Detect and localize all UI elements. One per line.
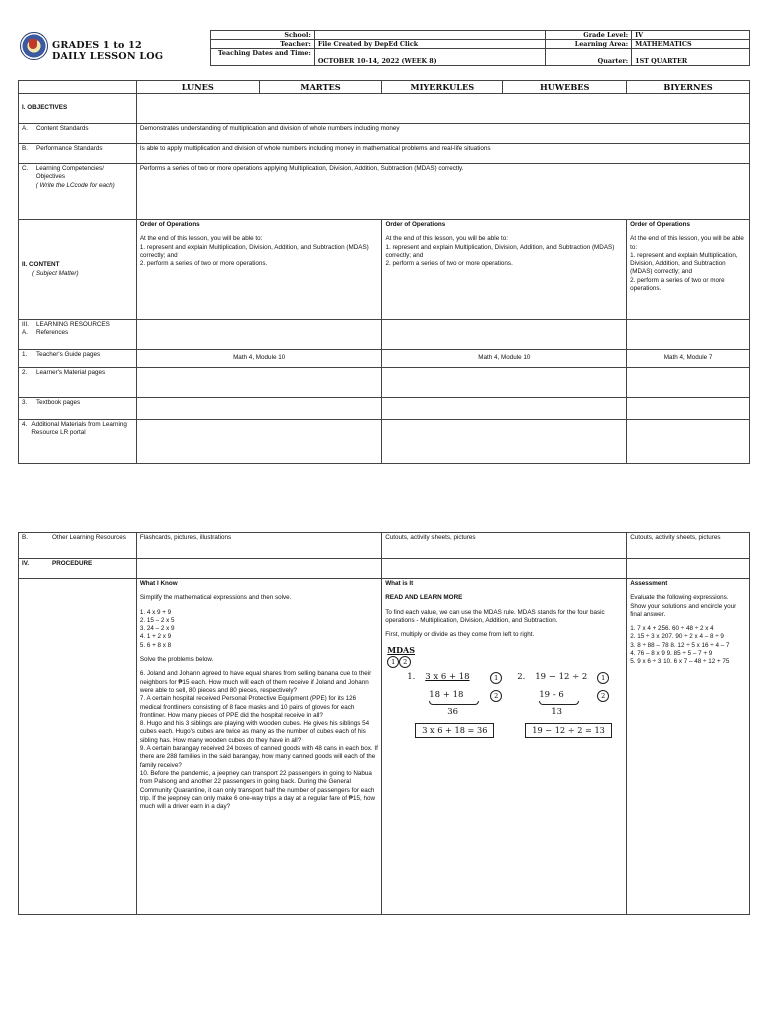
word-problem: 6. Joland and Johann agreed to have equal shares from selling banana cue to their neighbors for ₱15 each. How much will each of them receive if Joland and Johann were able to sell, 80 pieces and 80 pieces, respectively?	[139, 670, 372, 694]
brand-line-2: DAILY LESSON LOG	[52, 51, 164, 62]
what-is-it-title: What is It	[385, 580, 414, 587]
competencies-label	[19, 164, 137, 220]
assessment-cell	[627, 579, 750, 915]
example-1-result: 36	[447, 707, 459, 718]
other-resources-num: B.	[22, 534, 28, 541]
other-resources-row	[19, 533, 750, 559]
assessment-item: 1. 7 x 4 + 256. 60 ÷ 48 ÷ 2 x 4	[630, 625, 714, 633]
content-intro: At the end of this lesson, you will be able to:	[630, 235, 744, 251]
performance-standards-num: B.	[22, 145, 28, 152]
other-resources-wed-thu: Cutouts, activity sheets, pictures	[382, 533, 627, 559]
textbook-label	[19, 398, 137, 420]
competencies-note: ( Write the LCcode for each)	[35, 181, 115, 189]
quarter-value: 1ST QUARTER	[632, 49, 750, 66]
teachers-guide-label	[19, 350, 137, 368]
day-header-mon: LUNES	[136, 81, 259, 94]
textbook-num: 3.	[22, 399, 28, 406]
what-i-know-problems-intro: Solve the problems below.	[139, 656, 214, 664]
content-label	[19, 220, 137, 320]
additional-materials-blank-1	[136, 420, 382, 464]
procedure-label	[19, 559, 137, 579]
content-cell-fri	[627, 220, 750, 320]
assessment-item: 5. 9 x 6 ÷ 3 10. 6 x 7 – 48 ÷ 12 + 75	[630, 658, 730, 666]
resources-blank-2	[382, 320, 627, 350]
procedure-blank-3	[627, 559, 750, 579]
quarter-label: Quarter:	[546, 49, 632, 66]
performance-standards-value: Is able to apply multiplication and division of whole numbers including money in mathematical problems and real-life situations	[136, 144, 749, 164]
brand-title	[52, 40, 163, 62]
learners-material-blank-3	[627, 368, 750, 398]
additional-materials-blank-2	[382, 420, 627, 464]
content-cell-wed-thu	[382, 220, 627, 320]
example-2-answer-box: 19 − 12 ÷ 2 = 13	[525, 723, 612, 738]
learners-material-blank-2	[382, 368, 627, 398]
learners-material-label-text: Learner's Material pages	[36, 369, 106, 376]
example-1-step: 18 + 18	[429, 690, 464, 701]
additional-materials-blank-3	[627, 420, 750, 464]
day-header-wed: MIYERKULES	[382, 81, 503, 94]
competencies-row	[19, 164, 750, 220]
content-title: Order of Operations	[385, 221, 446, 228]
learners-material-row	[19, 368, 750, 398]
assessment-item: 4. 76 – 8 x 9 9. 85 ÷ 5 – 7 + 9	[630, 650, 713, 658]
content-item-2: 2. perform a series of two or more operations.	[385, 260, 513, 268]
additional-materials-label	[19, 420, 137, 464]
content-title: Order of Operations	[630, 221, 690, 228]
what-i-know-item: 3. 24 – 2 x 9	[139, 625, 175, 633]
example-1-step-1-badge: 1	[490, 672, 502, 684]
day-header-fri: BIYERNES	[627, 81, 750, 94]
competencies-value: Performs a series of two or more operations applying Multiplication, Division, Addition, Subtraction (MDAS) correctly.	[136, 164, 749, 220]
learning-resources-label	[19, 320, 137, 350]
mdas-badge-1: 1	[387, 656, 399, 668]
teachers-guide-row	[19, 350, 750, 368]
what-i-know-cell	[136, 579, 381, 915]
textbook-blank-3	[627, 398, 750, 420]
references-label: References	[36, 329, 69, 337]
word-problem: 9. A certain barangay received 24 boxes of canned goods with 48 cans in each box. If there are 288 families in the said barangay, how many canned goods will each of the family receive?	[139, 745, 378, 769]
mdas-figure-label: MDAS	[387, 645, 416, 656]
learning-resources-num: III.	[22, 321, 29, 328]
competencies-label-text: Learning Competencies/ Objectives	[35, 165, 104, 181]
assessment-item: 2. 15 ÷ 3 x 207. 90 ÷ 2 x 4 – 8 ÷ 9	[630, 633, 724, 641]
teaching-dates-label: Teaching Dates and Time:	[211, 49, 315, 66]
content-subheading: ( Subject Matter)	[32, 269, 79, 277]
textbook-blank-1	[136, 398, 382, 420]
example-2-step-1-badge: 1	[597, 672, 609, 684]
resources-blank-3	[627, 320, 750, 350]
procedure-blank-1	[136, 559, 381, 579]
assessment-title: Assessment	[630, 580, 668, 587]
day-header-thu: HUWEBES	[503, 81, 627, 94]
example-2-number: 2.	[517, 672, 526, 683]
learning-area-value: MATHEMATICS	[632, 40, 750, 49]
deped-seal-icon	[20, 32, 48, 60]
other-resources-label	[19, 533, 137, 559]
content-title: Order of Operations	[139, 221, 200, 228]
grade-level-value: IV	[632, 31, 750, 40]
content-row	[19, 220, 750, 320]
what-i-know-item: 4. 1 + 2 x 9	[139, 633, 172, 641]
performance-standards-label	[19, 144, 137, 164]
teachers-guide-label-text: Teacher's Guide pages	[36, 351, 101, 358]
what-i-know-item: 5. 6 + 8 x 8	[139, 641, 172, 649]
school-value	[314, 31, 545, 40]
content-standards-label-text: Content Standards	[36, 125, 89, 132]
school-label: School:	[211, 31, 315, 40]
textbook-label-text: Textbook pages	[36, 399, 81, 406]
objectives-blank	[136, 94, 749, 124]
mdas-badge-2: 2	[399, 656, 411, 668]
content-standards-label	[19, 124, 137, 144]
content-cell-mon-tue	[136, 220, 382, 320]
word-problem: 8. Hugo and his 3 siblings are playing with wooden cubes. He gives his siblings 54 cubes each. Hugo's cubes are twice as many as the number of cubes each of his sibling has. How many wooden cubes do they have in all?	[139, 720, 370, 744]
what-i-know-title: What I Know	[139, 580, 178, 587]
procedure-num: IV.	[22, 560, 30, 567]
content-intro: At the end of this lesson, you will be able to:	[385, 235, 508, 243]
references-num: A.	[22, 329, 28, 337]
additional-materials-num: 4.	[22, 421, 28, 428]
procedure-blank-2	[382, 559, 627, 579]
mdas-first-step: First, multiply or divide as they come from left to right.	[385, 631, 535, 639]
content-item-2: 2. perform a series of two or more operations.	[139, 260, 268, 268]
procedure-content-label-blank	[19, 579, 137, 915]
read-and-learn-heading: READ AND LEARN MORE	[385, 594, 463, 602]
learning-resources-heading: LEARNING RESOURCES	[36, 321, 110, 328]
performance-standards-row	[19, 144, 750, 164]
teaching-dates-value: OCTOBER 10-14, 2022 (WEEK 8)	[314, 49, 545, 66]
example-1-number: 1.	[407, 672, 416, 683]
resources-blank-1	[136, 320, 382, 350]
content-item-2: 2. perform a series of two or more operations.	[630, 276, 725, 293]
what-i-know-instruction: Simplify the mathematical expressions and then solve.	[139, 594, 292, 602]
day-header-blank	[19, 81, 137, 94]
lesson-table-part-2	[18, 532, 750, 915]
objectives-row	[19, 94, 750, 124]
day-header-tue: MARTES	[259, 81, 382, 94]
example-1-brace	[429, 701, 479, 705]
grade-level-label: Grade Level:	[546, 31, 632, 40]
learners-material-blank-1	[136, 368, 382, 398]
what-i-know-item: 2. 15 – 2 x 5	[139, 616, 175, 624]
example-2-expression: 19 − 12 ÷ 2	[535, 672, 588, 683]
other-resources-mon-tue: Flashcards, pictures, illustrations	[136, 533, 381, 559]
teacher-value: File Created by DepEd Click	[314, 40, 545, 49]
content-item-1: 1. represent and explain Multiplication, Division, Addition, and Subtraction (MDAS) correctly; and	[385, 243, 615, 259]
example-1-expression: 3 x 6 + 18	[425, 672, 470, 683]
learning-area-label: Learning Area:	[546, 40, 632, 49]
procedure-heading: PROCEDURE	[52, 560, 93, 567]
mdas-explanation: To find each value, we can use the MDAS rule. MDAS stands for the four basic operations - Multiplication, Division, Addition, and Subtraction.	[385, 608, 605, 624]
content-heading: II. CONTENT	[22, 261, 60, 269]
content-item-1: 1. represent and explain Multiplication, Division, Addition, and Subtraction (MDAS) correctly; and	[139, 243, 369, 259]
learning-resources-row	[19, 320, 750, 350]
example-1-step-2-badge: 2	[490, 690, 502, 702]
brand-line-1: GRADES 1 to 12	[52, 40, 142, 51]
teacher-label: Teacher:	[211, 40, 315, 49]
content-item-1: 1. represent and explain Multiplication, Division, Addition, and Subtraction (MDAS) correctly; and	[630, 251, 738, 276]
procedure-content-row	[19, 579, 750, 915]
word-problem: 7. A certain hospital received Personal Protective Equipment (PPE) for its 126 medical frontliners consisting of 8 face masks and 10 pairs of gloves for each frontliner. How many pieces of PPE did the hospital receive in all?	[139, 695, 357, 719]
objectives-heading: I. OBJECTIVES	[19, 94, 137, 124]
what-i-know-item: 1. 4 x 9 + 9	[139, 608, 172, 616]
content-standards-num: A.	[22, 125, 28, 132]
example-1-answer-box: 3 x 6 + 18 = 36	[415, 723, 494, 738]
textbook-row	[19, 398, 750, 420]
additional-materials-row	[19, 420, 750, 464]
example-2-result: 13	[551, 707, 563, 718]
header-info-table	[210, 30, 750, 66]
performance-standards-label-text: Performance Standards	[36, 145, 103, 152]
lesson-table-part-1	[18, 80, 750, 464]
example-2-step-2-badge: 2	[597, 690, 609, 702]
day-header-row	[19, 81, 750, 94]
additional-materials-label-text: Additional Materials from Learning Resource LR portal	[31, 421, 127, 437]
teachers-guide-wed-thu: Math 4, Module 10	[382, 350, 627, 368]
example-2-step: 19 - 6	[539, 690, 564, 701]
assessment-instruction: Evaluate the following expressions. Show your solutions and encircle your final answer.	[630, 594, 737, 618]
content-intro: At the end of this lesson, you will be able to:	[139, 235, 263, 243]
teachers-guide-fri: Math 4, Module 7	[627, 350, 750, 368]
learners-material-label	[19, 368, 137, 398]
word-problem: 10. Before the pandemic, a jeepney can transport 22 passengers in going to Nabua from Palsong and another 22 passengers in going back. During the General Community Quarantine, it can only transport half the number of passengers for each trip. If the jeepney can only make 6 one-way trips a day at a regular fare of ₱15, how much will a driver earn in a day?	[139, 769, 376, 811]
other-resources-label-text: Other Learning Resources	[52, 534, 126, 541]
mdas-figure	[385, 645, 621, 745]
other-resources-fri: Cutouts, activity sheets, pictures	[627, 533, 750, 559]
example-2-brace	[539, 701, 579, 705]
what-is-it-cell	[382, 579, 627, 915]
content-standards-row	[19, 124, 750, 144]
content-standards-value: Demonstrates understanding of multiplication and division of whole numbers including money	[136, 124, 749, 144]
procedure-row	[19, 559, 750, 579]
textbook-blank-2	[382, 398, 627, 420]
assessment-item: 3. 8 ÷ 88 – 78 8. 12 ÷ 5 x 16 ÷ 4 – 7	[630, 641, 730, 649]
competencies-num: C.	[22, 165, 29, 172]
teachers-guide-num: 1.	[22, 351, 28, 358]
teachers-guide-mon-tue: Math 4, Module 10	[136, 350, 382, 368]
learners-material-num: 2.	[22, 369, 28, 376]
